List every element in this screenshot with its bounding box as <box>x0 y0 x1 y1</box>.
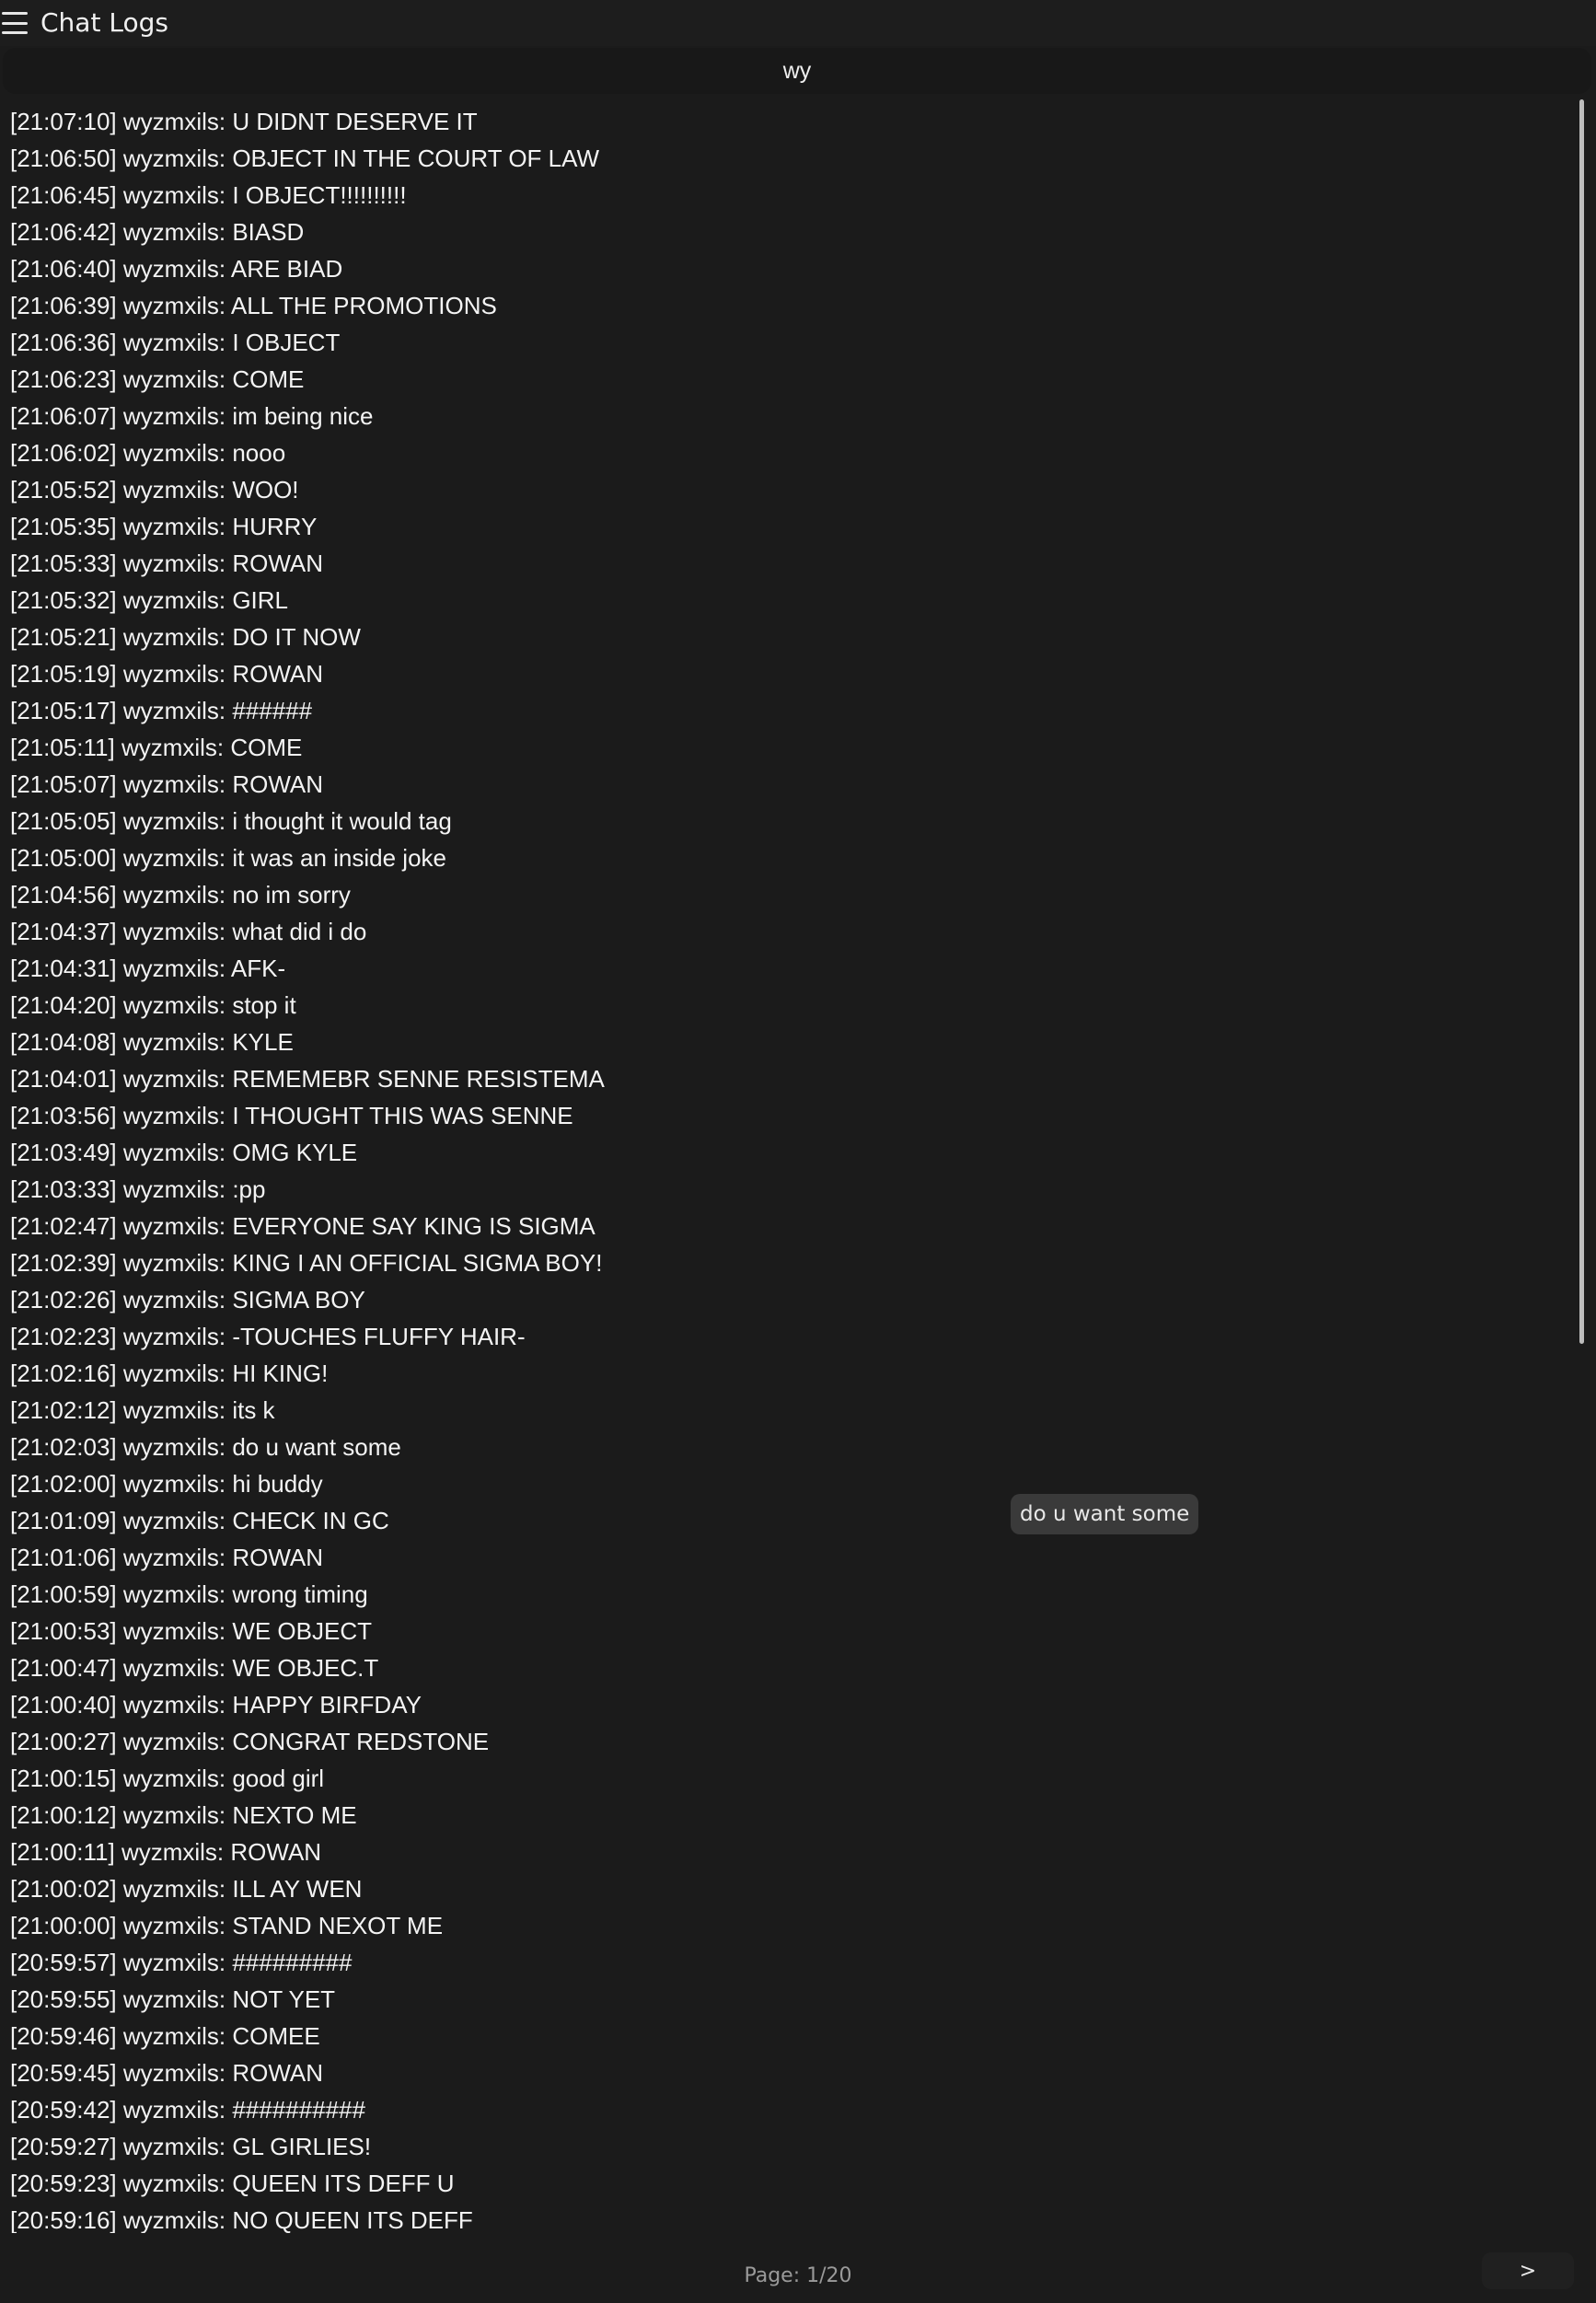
log-entry: [21:03:49] wyzmxils: OMG KYLE <box>10 1139 358 1166</box>
log-entry: [21:05:19] wyzmxils: ROWAN <box>10 660 324 688</box>
log-entry: [21:00:00] wyzmxils: STAND NEXOT ME <box>10 1912 444 1939</box>
hamburger-menu-icon[interactable] <box>2 10 28 36</box>
log-entry: [21:00:59] wyzmxils: wrong timing <box>10 1580 368 1608</box>
log-entry: [21:05:00] wyzmxils: it was an inside joke <box>10 844 446 872</box>
log-entry: [21:02:12] wyzmxils: its k <box>10 1396 275 1424</box>
log-entry: [21:06:40] wyzmxils: ARE BIAD <box>10 255 343 283</box>
next-page-button[interactable]: > <box>1482 2252 1574 2289</box>
log-entry: [21:00:53] wyzmxils: WE OBJECT <box>10 1617 372 1645</box>
log-entry: [21:01:09] wyzmxils: CHECK IN GC <box>10 1507 389 1534</box>
chat-log-list <box>10 103 605 2233</box>
log-entry: [20:59:45] wyzmxils: ROWAN <box>10 2059 324 2087</box>
log-entry: [21:02:47] wyzmxils: EVERYONE SAY KING IS SIGMA <box>10 1212 596 1240</box>
log-entry: [21:01:06] wyzmxils: ROWAN <box>10 1544 324 1571</box>
message-tooltip: do u want some <box>1011 1494 1198 1534</box>
log-entry: [21:00:15] wyzmxils: good girl <box>10 1765 325 1792</box>
log-entry: [21:06:23] wyzmxils: COME <box>10 365 305 393</box>
log-entry: [21:04:37] wyzmxils: what did i do <box>10 918 367 945</box>
log-entry: [20:59:55] wyzmxils: NOT YET <box>10 1985 336 2013</box>
log-entry: [21:00:40] wyzmxils: HAPPY BIRFDAY <box>10 1691 422 1719</box>
log-entry: [21:05:05] wyzmxils: i thought it would tag <box>10 807 452 835</box>
log-entry: [21:00:47] wyzmxils: WE OBJEC.T <box>10 1654 379 1682</box>
log-entry: [21:06:42] wyzmxils: BIASD <box>10 218 305 246</box>
log-entry: [20:59:57] wyzmxils: ######### <box>10 1949 353 1976</box>
log-entry: [21:04:20] wyzmxils: stop it <box>10 991 296 1019</box>
log-entry: [21:05:32] wyzmxils: GIRL <box>10 586 288 614</box>
pagination-bar <box>0 2246 1596 2299</box>
log-entry: [21:06:39] wyzmxils: ALL THE PROMOTIONS <box>10 292 497 319</box>
log-entry: [21:00:11] wyzmxils: ROWAN <box>10 1838 322 1866</box>
top-bar <box>0 0 1596 46</box>
log-entry: [21:06:02] wyzmxils: nooo <box>10 439 286 467</box>
log-entry: [21:00:12] wyzmxils: NEXTO ME <box>10 1801 357 1829</box>
log-entry: [20:59:23] wyzmxils: QUEEN ITS DEFF U <box>10 2170 455 2197</box>
log-entry: [21:03:56] wyzmxils: I THOUGHT THIS WAS SENNE <box>10 1102 573 1129</box>
log-entry: [21:05:07] wyzmxils: ROWAN <box>10 770 324 798</box>
page-title: Chat Logs <box>40 7 168 38</box>
log-entry: [20:59:27] wyzmxils: GL GIRLIES! <box>10 2133 372 2160</box>
log-entry: [21:03:33] wyzmxils: :pp <box>10 1175 266 1203</box>
log-entry: [20:59:46] wyzmxils: COMEE <box>10 2022 320 2050</box>
log-entry: [21:04:31] wyzmxils: AFK- <box>10 955 286 982</box>
log-entry: [21:06:07] wyzmxils: im being nice <box>10 402 374 430</box>
log-entry: [21:04:56] wyzmxils: no im sorry <box>10 881 351 908</box>
log-entry: [21:05:21] wyzmxils: DO IT NOW <box>10 623 361 651</box>
log-entry: [21:04:01] wyzmxils: REMEMEBR SENNE RESISTEMA <box>10 1065 605 1093</box>
log-entry: [21:00:27] wyzmxils: CONGRAT REDSTONE <box>10 1728 490 1755</box>
log-entry: [21:02:23] wyzmxils: -TOUCHES FLUFFY HAIR- <box>10 1323 526 1350</box>
log-entry: [21:00:02] wyzmxils: ILL AY WEN <box>10 1875 363 1903</box>
log-entry: [21:05:52] wyzmxils: WOO! <box>10 476 299 503</box>
log-entry: [21:02:00] wyzmxils: hi buddy <box>10 1470 323 1498</box>
log-entry: [21:06:45] wyzmxils: I OBJECT!!!!!!!!!! <box>10 181 407 209</box>
scrollbar-thumb[interactable] <box>1579 99 1584 1344</box>
log-entry: [21:02:26] wyzmxils: SIGMA BOY <box>10 1286 365 1314</box>
menu-line <box>2 31 28 34</box>
log-entry: [21:05:17] wyzmxils: ###### <box>10 697 313 724</box>
log-entry: [21:02:39] wyzmxils: KING I AN OFFICIAL SIGMA BOY! <box>10 1249 603 1277</box>
search-input[interactable] <box>3 48 1591 94</box>
log-entry: [21:04:08] wyzmxils: KYLE <box>10 1028 294 1056</box>
log-entry: [20:59:16] wyzmxils: NO QUEEN ITS DEFF <box>10 2206 473 2233</box>
menu-line <box>2 22 28 25</box>
log-entry: [21:02:03] wyzmxils: do u want some <box>10 1433 401 1461</box>
menu-line <box>2 12 28 15</box>
log-entry: [21:05:35] wyzmxils: HURRY <box>10 513 318 540</box>
log-entry: [21:06:36] wyzmxils: I OBJECT <box>10 329 341 356</box>
page-indicator: Page: 1/20 <box>744 2264 852 2287</box>
log-entry: [21:07:10] wyzmxils: U DIDNT DESERVE IT <box>10 108 478 135</box>
chat-log-panel[interactable] <box>0 96 1596 2233</box>
log-entry: [21:02:16] wyzmxils: HI KING! <box>10 1360 329 1387</box>
log-entry: [21:05:33] wyzmxils: ROWAN <box>10 550 324 577</box>
log-entry: [21:06:50] wyzmxils: OBJECT IN THE COURT OF LAW <box>10 145 600 172</box>
log-entry: [20:59:42] wyzmxils: ########## <box>10 2096 365 2124</box>
log-entry: [21:05:11] wyzmxils: COME <box>10 734 303 761</box>
